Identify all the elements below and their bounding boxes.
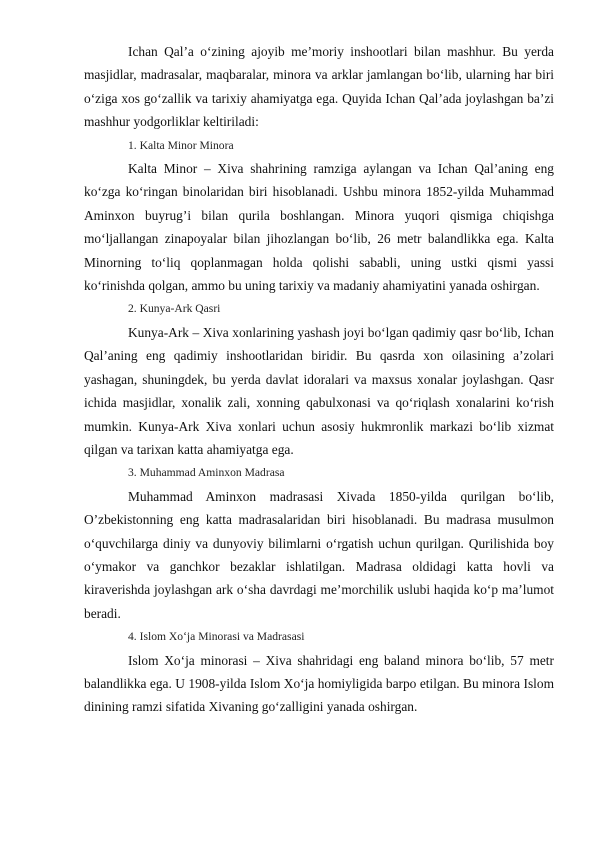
section-heading-islom-xoja: 4. Islom Xo‘ja Minorasi va Madrasasi (128, 630, 305, 644)
section-heading-kalta-minor: 1. Kalta Minor Minora (128, 138, 234, 152)
section-text-islom-xoja: Islom Xo‘ja minorasi – Xiva shahridagi eng baland minora bo‘lib, 57 metr balandlikka ega. U 1908-yilda Islom Xo‘ja homiyligida barpo etilgan. Bu minora Islom dinining ramzi sifatida Xivaning go‘zalligini yanada oshirgan. (84, 652, 554, 715)
section-text-aminxon-madrasa: Muhammad Aminxon madrasasi Xivada 1850-yilda qurilgan bo‘lib, O’zbekistonning eng katta madrasalaridan biri hisoblanadi. Bu madrasa musulmon o‘quvchilarga diniy va dunyoviy bilimlarni o‘rgatish uchun qurilgan. Qurilishida boy o‘ymakor va ganchkor bezaklar ishlatilgan. Madrasa oldidagi katta hovli va kiraverishda joylashgan ark o‘sha davrdagi me’morchilik uslubi haqida ko‘p ma’lumot beradi. (84, 488, 554, 621)
section-heading-kunya-ark: 2. Kunya-Ark Qasri (128, 302, 221, 316)
document-page (84, 40, 554, 719)
section-text-kunya-ark: Kunya-Ark – Xiva xonlarining yashash joyi bo‘lgan qadimiy qasr bo‘lib, Ichan Qal’aning eng qadimiy inshootlaridan biridir. Bu qasrda xon oilasining a’zolari yashagan, shuningdek, bu yerda davlat idoralari va maxsus xonalar joylashgan. Qasr ichida masjidlar, xonalik zali, xonning qabulxonasi va qo‘riqlash xonalarini ko‘rish mumkin. Kunya-Ark Xiva xonlari uchun asosiy hukmronlik markazi bo‘lib xizmat qilgan va tarixan katta ahamiyatga ega. (84, 324, 554, 457)
section-text-kalta-minor: Kalta Minor – Xiva shahrining ramziga aylangan va Ichan Qal’aning eng ko‘zga ko‘ringan binolaridan biri hisoblanadi. Ushbu minora 1852-yilda Muhammad Aminxon buyrug’i bilan qurila boshlangan. Minora yuqori qismiga chiqishga mo‘ljallangan zinapoyalar bilan jihozlangan bo‘lib, 26 metr balandlikka ega. Kalta Minorning to‘liq qoplanmagan holda qolishi sababli, uning ustki qismi yassi ko‘rinishda qolgan, ammo bu uning tarixiy va madaniy ahamiyatini yanada oshirgan. (84, 161, 554, 294)
intro-paragraph: Ichan Qal’a o‘zining ajoyib me’moriy inshootlari bilan mashhur. Bu yerda masjidlar, madrasalar, maqbaralar, minora va arklar jamlangan bo‘lib, ularning har biri o‘ziga xos go‘zallik va tarixiy ahamiyatga ega. Quyida Ichan Qal’ada joylashgan ba’zi mashhur yodgorliklar keltiriladi: (84, 44, 554, 130)
section-heading-aminxon-madrasa: 3. Muhammad Aminxon Madrasa (128, 466, 285, 480)
